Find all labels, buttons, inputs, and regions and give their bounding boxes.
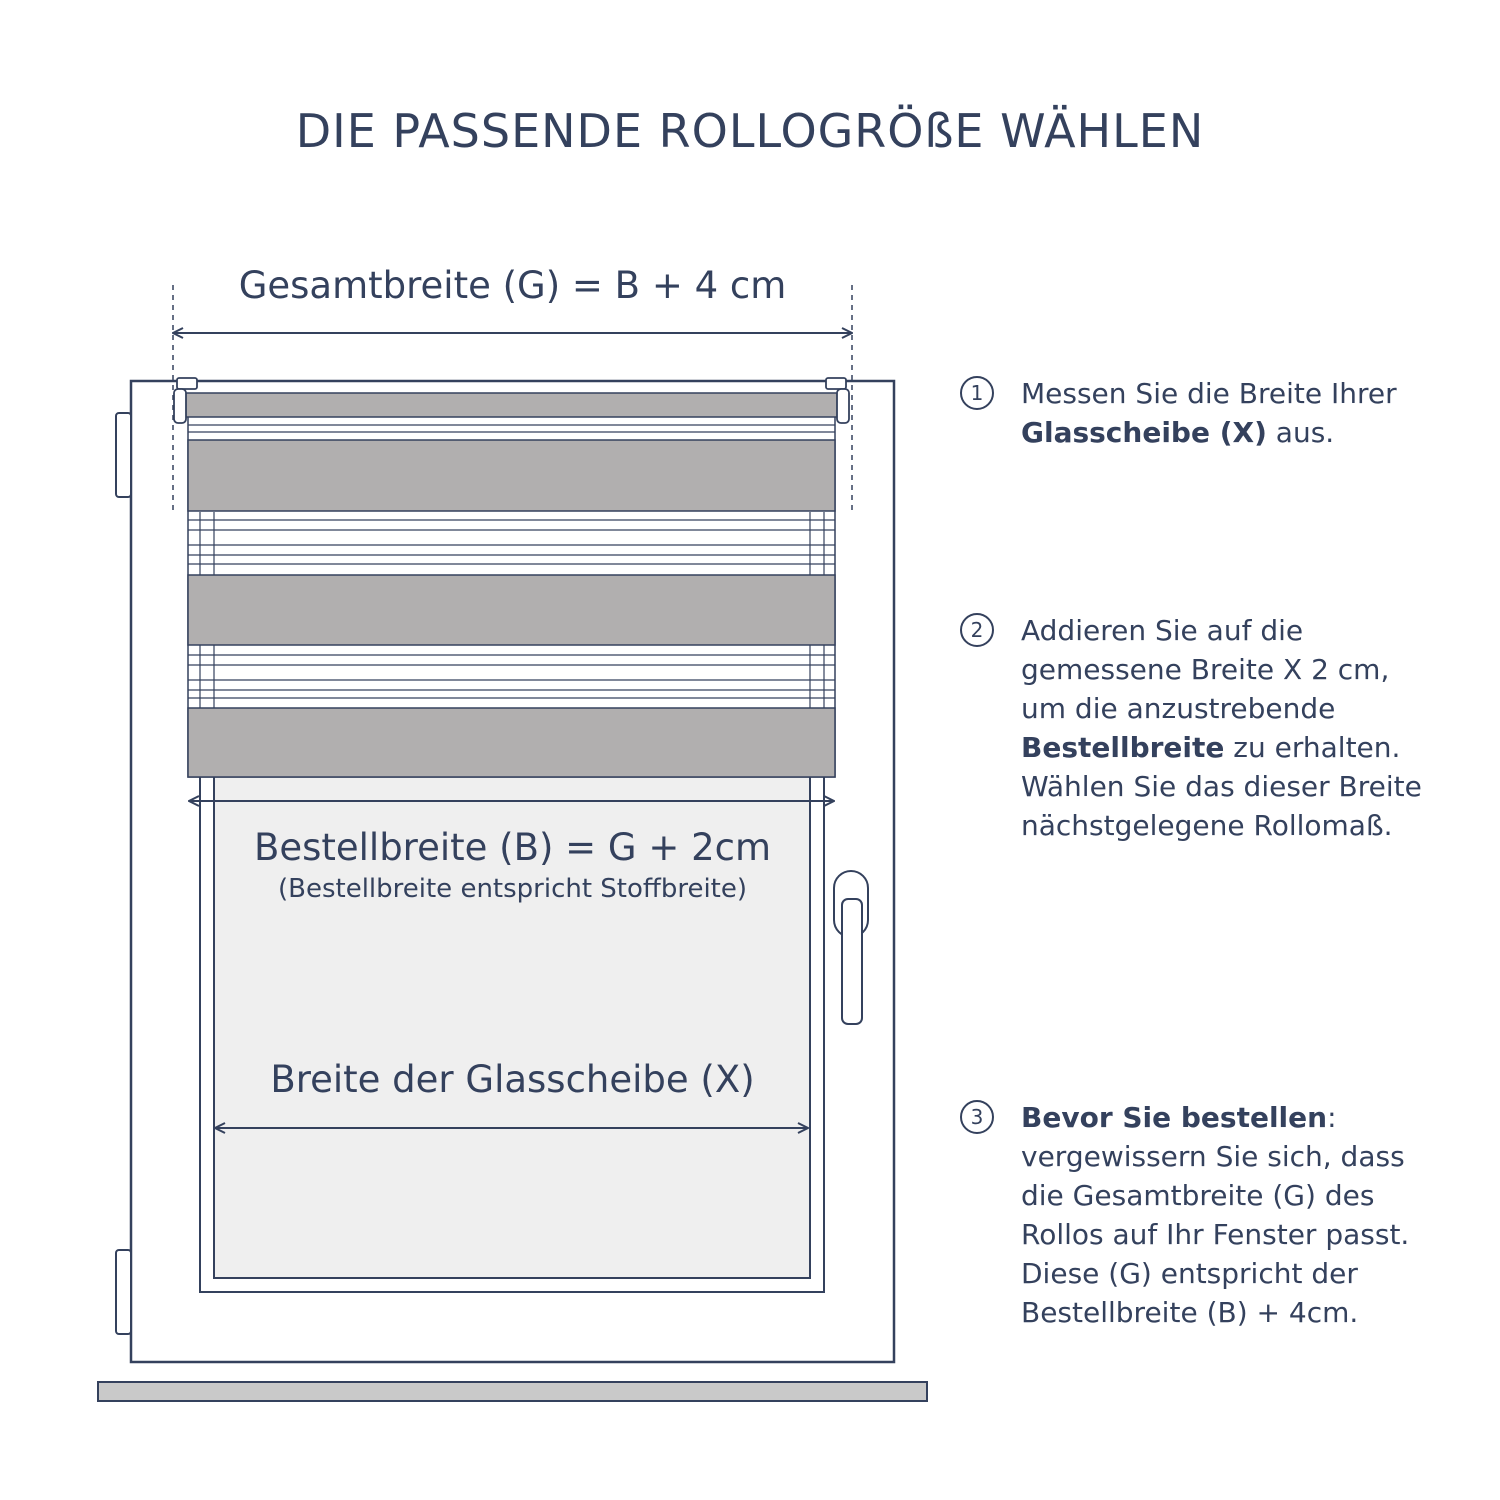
- order-width-note: (Bestellbreite entspricht Stoffbreite): [277, 874, 747, 904]
- hinge-bottom: [116, 1250, 131, 1334]
- step-number: 2: [960, 613, 994, 647]
- roller-tube: [183, 393, 840, 417]
- step-text: Bevor Sie bestellen: vergewissern Sie sich, dass die Gesamtbreite (G) des Rollos auf Ihr Fenster passt. Diese (G) entspricht der Bestellbreite (B) + 4cm.: [1021, 1101, 1410, 1329]
- page-title: DIE PASSENDE ROLLOGRÖßE WÄHLEN: [295, 104, 1205, 158]
- hinge-top: [116, 413, 131, 497]
- step-text: Messen Sie die Breite Ihrer Glasscheibe (X) aus.: [1021, 377, 1397, 449]
- window-sill: [98, 1382, 927, 1401]
- step-number: 1: [960, 376, 994, 410]
- roller-blind: [174, 378, 849, 777]
- step-text: Addieren Sie auf die gemessene Breite X 2 cm, um die anzustrebende Bestellbreite zu erhalten. Wählen Sie das dieser Breite nächstgelegene Rollomaß.: [1021, 614, 1422, 842]
- total-width-label: Gesamtbreite (G) = B + 4 cm: [238, 264, 787, 307]
- fabric-stripe: [188, 708, 835, 777]
- fabric-stripe: [188, 440, 835, 511]
- glass-width-label: Breite der Glasscheibe (X): [270, 1058, 755, 1101]
- step-number: 3: [960, 1100, 994, 1134]
- order-width-label: Bestellbreite (B) = G + 2cm: [253, 826, 772, 869]
- fabric-stripe: [188, 575, 835, 645]
